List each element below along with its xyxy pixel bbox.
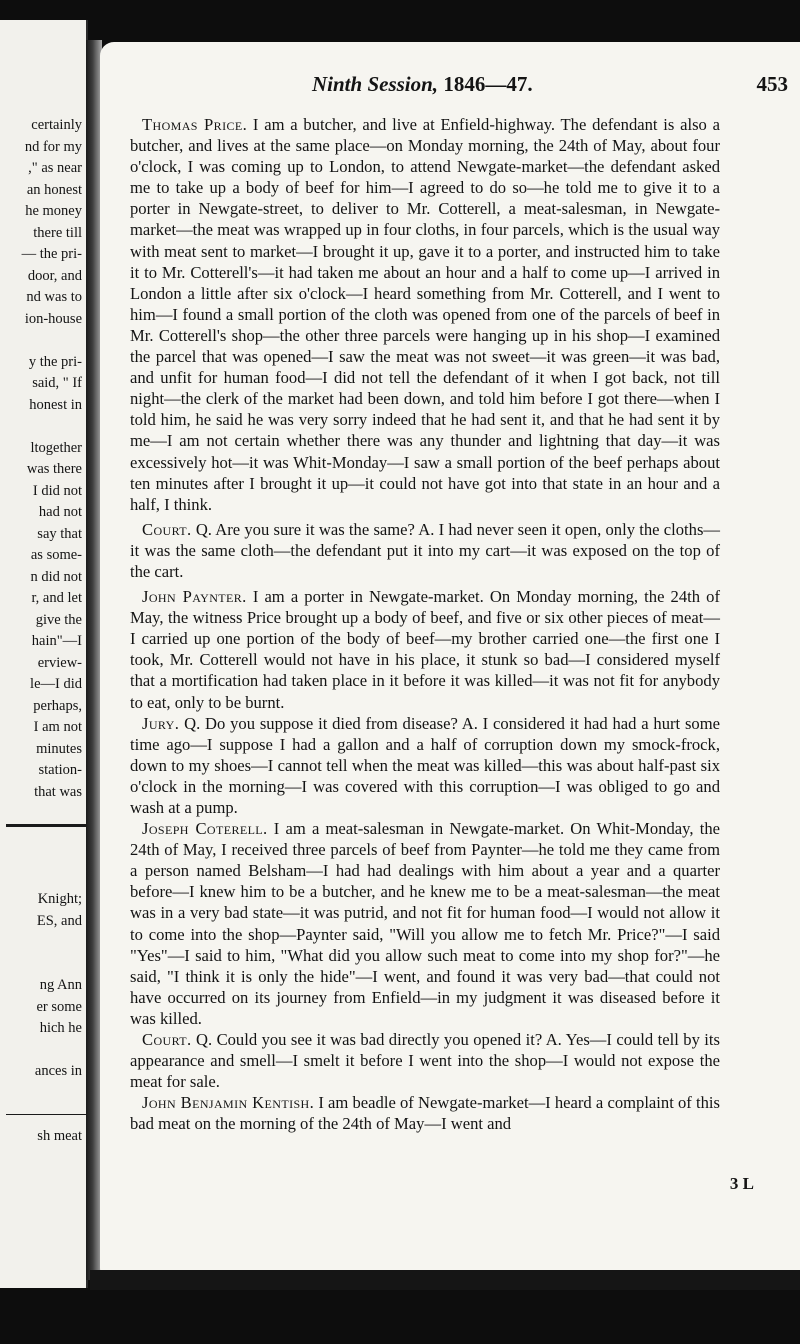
left-page-line: — the pri- bbox=[21, 246, 82, 262]
left-page-rule bbox=[6, 824, 86, 827]
left-page-line: there till bbox=[33, 224, 82, 241]
left-page-line: y the pri- bbox=[28, 353, 82, 370]
paragraph-text: I am a butcher, and live at Enfield-highway. The defendant is also a butcher, and lives at the same place—on Monday morning, the 24th of May, about four o'clock, I was coming up to London, to attend Newgate-market—the defendant asked me to take up a body of beef for him—I agreed to do so—he told me to give it to a porter in Newgate-street, to deliver to Mr. Cotterell, a meat-salesman, in Newgate-market—the meat was wrapped up in four cloths, in four parcels, which is the usual way with meat sent to market—I brought it up, gave it to a porter, and instructed him to take it to Mr. Cotterell's—it had taken me about an hour and a half to come up—I arrived in London a little after six o'clock—I heard something from Mr. Cotterell, and I went to him—I found a small portion of the cloth was opened from one of the parcels of beef in Mr. Cotterell's shop—the other three parcels were hanging up in his shop—I examined the parcel that was opened—I saw the meat was not sweet—it was green—it was bad, and unfit for human food—I did not tell the defendant of it when I got back, not till night—the clerk of the market had been down, and told him before I got there—when I told him, he said he was very sorry indeed that he had sent it, and that he had sent it by me—I am not certain whether there was any thunder and lightning that day—it was excessively hot—it was Whit-Monday—I saw a small portion of the beef perhaps about ten minutes after I brought it up—it could not have got into that state in an hour and a half, I think. bbox=[130, 115, 720, 514]
paragraph-court-2 bbox=[130, 1029, 720, 1092]
left-page-line: minutes bbox=[36, 740, 82, 757]
right-page bbox=[100, 42, 800, 1282]
left-page-line: le—I did bbox=[30, 676, 82, 692]
left-page-rule-thin bbox=[6, 1114, 86, 1115]
left-page-line: sh meat bbox=[37, 1127, 82, 1144]
left-page-line: ES, and bbox=[36, 912, 82, 929]
left-page-line: hain"—I bbox=[31, 633, 82, 649]
left-page-line: certainly bbox=[31, 117, 82, 133]
left-page-line: er some bbox=[36, 998, 82, 1015]
left-page-line: n did not bbox=[30, 568, 82, 585]
left-page-line: I did not bbox=[32, 482, 82, 499]
paragraph-paynter bbox=[130, 586, 720, 713]
left-page-line: I am not bbox=[33, 719, 82, 735]
left-page-line: hich he bbox=[39, 1020, 82, 1036]
paragraph-kentish bbox=[130, 1092, 720, 1134]
left-page-line: he money bbox=[25, 203, 82, 219]
speaker-name: Thomas Price. bbox=[142, 115, 248, 134]
running-header bbox=[100, 72, 800, 102]
paragraph-text: Q. Do you suppose it died from disease? A. I considered it had had a hurt some time ago—I suppose I had a gallon and a half of corruption down my smock-frock, down to my shoes—I cannot tell when the meat was killed—this was about half-past six o'clock in the morning—I was covered with this corruption—I was obliged to go and wash at a pump. bbox=[130, 713, 720, 817]
left-page-line: ng Ann bbox=[39, 977, 82, 993]
left-page-line: ," as near bbox=[28, 160, 82, 176]
left-page-line: say that bbox=[37, 525, 82, 542]
left-page-line: ltogether bbox=[30, 439, 82, 456]
left-page-line: said, " If bbox=[32, 375, 82, 391]
page-number: 453 bbox=[756, 72, 788, 96]
paragraph-court-1 bbox=[130, 519, 720, 582]
speaker-name: Court. bbox=[142, 519, 192, 539]
left-page-line: ances in bbox=[34, 1063, 82, 1079]
left-page-line: nd for my bbox=[24, 138, 82, 155]
paragraph-text: I am beadle of Newgate-market—I heard a complaint of this bad meat on the morning of the 24th of May—I went and bbox=[130, 1093, 720, 1134]
paragraph-text: I am a porter in Newgate-market. On Monday morning, the 24th of May, the witness Price brought up a body of beef, and five or six other pieces of meat—I carried up one portion of the body of beef—my brother carried one—the first one I took, Mr. Cotterell would not have in his place, it stunk so bad—I considered myself that a mortification had taken place in it before it was killed—it was not fit for anybody to eat, only to be burnt. bbox=[130, 587, 720, 712]
paragraph-text: Q. Are you sure it was the same? A. I had never seen it open, only the cloths—it was the same cloth—the defendant put it into my cart—it was exposed on the top of the cart. bbox=[130, 519, 720, 581]
left-page-line: erview- bbox=[37, 654, 82, 671]
left-page-fragment bbox=[0, 20, 88, 1288]
left-page-line: door, and bbox=[27, 267, 82, 284]
paragraph-price bbox=[130, 114, 720, 515]
left-page-line: give the bbox=[35, 611, 82, 628]
testimony-body bbox=[130, 114, 720, 1135]
left-page-line: an honest bbox=[26, 181, 82, 198]
running-title bbox=[312, 72, 533, 97]
left-page-line: nd was to bbox=[26, 289, 82, 305]
left-page-line: as some- bbox=[30, 547, 82, 563]
paragraph-text: Q. Could you see it was bad directly you opened it? A. Yes—I could tell by its appearance and smell—I smelt it before I went into the shop—I would not expose the meat for sale. bbox=[130, 1030, 720, 1092]
left-page-line: that was bbox=[34, 783, 82, 800]
paragraph-jury bbox=[130, 713, 720, 818]
left-page-line: had not bbox=[38, 504, 82, 520]
speaker-name: John Paynter. bbox=[142, 587, 247, 607]
paragraph-coterell bbox=[130, 818, 720, 1029]
left-page-line: honest in bbox=[29, 396, 82, 413]
speaker-name: John Benjamin Kentish. bbox=[142, 1093, 315, 1113]
left-page-line: Knight; bbox=[37, 891, 82, 907]
left-page-line: r, and let bbox=[31, 590, 82, 606]
left-page-line: ion-house bbox=[24, 310, 82, 327]
speaker-name: Court. bbox=[142, 1030, 192, 1050]
speaker-name: Jury. bbox=[142, 713, 180, 733]
left-page-line: station- bbox=[38, 762, 82, 778]
session-years: 1846—47. bbox=[443, 72, 533, 96]
signature-mark: 3 L bbox=[729, 1174, 754, 1193]
paragraph-text: I am a meat-salesman in Newgate-market. On Whit-Monday, the 24th of May, I received three parcels of beef from Paynter—he told me they came from a person named Belsham—I had had dealings with him about a year and a quarter before—I knew him to be a butcher, and he knew me to be a meat-salesman—the meat was in a very bad state—it was putrid, and not fit for human food—I would not allow it to come into the shop—Paynter said, "Will you allow me to fetch Mr. Price?"—I said "Yes"—I said to him, "What did you allow such meat to come into my shop for?"—he said, "I think it is only the hide"—I went, and found it was very bad—that could not have occurred on its journey from Enfield—in my judgment it was diseased before it was killed. bbox=[130, 819, 720, 1028]
session-title: Ninth Session, bbox=[312, 72, 439, 96]
left-page-line: was there bbox=[26, 461, 82, 477]
left-page-line: perhaps, bbox=[33, 697, 82, 714]
speaker-name: Joseph Coterell. bbox=[142, 819, 268, 839]
page-bottom-shadow bbox=[90, 1270, 800, 1290]
